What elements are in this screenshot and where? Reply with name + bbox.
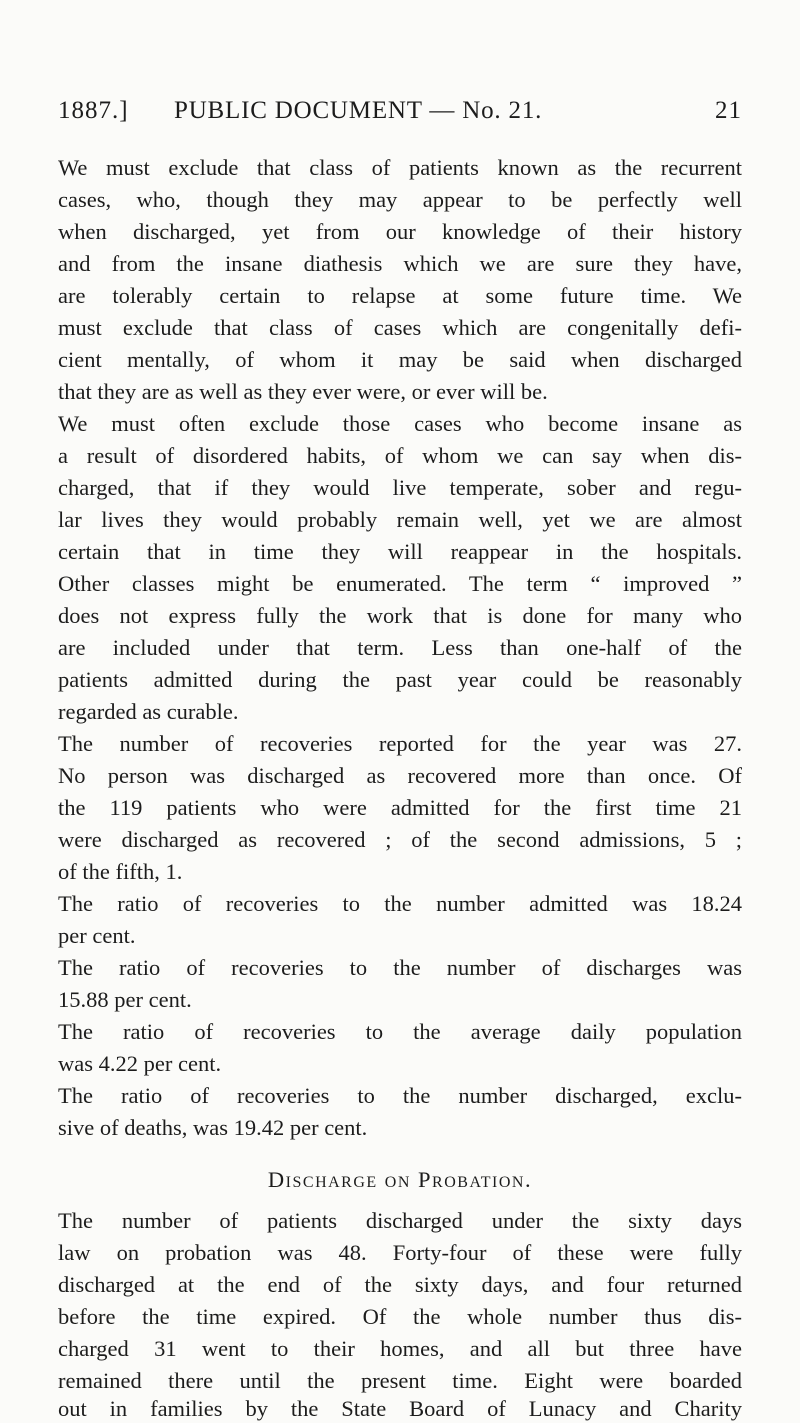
- text-line: The number of recoveries reported for the year was 27.: [58, 731, 742, 756]
- text-line: must exclude that class of cases which are congenitally defi-: [58, 315, 742, 340]
- text-line: The ratio of recoveries to the number discharged, exclu-: [58, 1083, 742, 1108]
- text-line: No person was discharged as recovered more than once. Of: [58, 763, 742, 788]
- text-line: that they are as well as they ever were, or ever will be.: [58, 379, 548, 404]
- text-line: discharged at the end of the sixty days, and four returned: [58, 1272, 742, 1297]
- text-line: charged 31 went to their homes, and all but three have: [58, 1336, 742, 1361]
- text-line: out in families by the State Board of Lunacy and Charity: [58, 1396, 742, 1421]
- text-line: cases, who, though they may appear to be perfectly well: [58, 187, 742, 212]
- text-line: The ratio of recoveries to the number admitted was 18.24: [58, 891, 742, 916]
- text-line: Other classes might be enumerated. The term “ improved ”: [58, 571, 742, 596]
- text-line: regarded as curable.: [58, 699, 239, 724]
- text-line: and from the insane diathesis which we are sure they have,: [58, 251, 742, 276]
- section-heading: Discharge on Probation.: [267, 1167, 533, 1192]
- text-line: law on probation was 48. Forty-four of these were fully: [58, 1240, 742, 1265]
- text-line: certain that in time they will reappear in the hospitals.: [58, 539, 742, 564]
- text-line: were discharged as recovered ; of the second admissions, 5 ;: [58, 827, 742, 852]
- text-line: the 119 patients who were admitted for the first time 21: [58, 795, 742, 820]
- text-line: The ratio of recoveries to the number of discharges was: [58, 955, 742, 980]
- text-line: per cent.: [58, 923, 136, 948]
- text-line: 15.88 per cent.: [58, 987, 192, 1012]
- text-line: charged, that if they would live temperate, sober and regu-: [58, 475, 742, 500]
- page-number: 21: [715, 97, 742, 124]
- text-line: a result of disordered habits, of whom we can say when dis-: [58, 443, 742, 468]
- text-line: We must often exclude those cases who become insane as: [58, 411, 742, 436]
- text-line: The number of patients discharged under the sixty days: [58, 1208, 742, 1233]
- text-line: sive of deaths, was 19.42 per cent.: [58, 1115, 368, 1140]
- text-line: cient mentally, of whom it may be said when discharged: [58, 347, 742, 372]
- header-year: 1887.]: [58, 97, 129, 124]
- text-line: are included under that term. Less than one-half of the: [58, 635, 742, 660]
- text-line: of the fifth, 1.: [58, 859, 183, 884]
- text-line: We must exclude that class of patients known as the recurrent: [58, 155, 742, 180]
- text-line: patients admitted during the past year could be reasonably: [58, 667, 742, 692]
- text-line: does not express fully the work that is done for many who: [58, 603, 742, 628]
- header-title: PUBLIC DOCUMENT — No. 21.: [174, 97, 543, 124]
- text-line: are tolerably certain to relapse at some future time. We: [58, 283, 742, 308]
- text-line: The ratio of recoveries to the average daily population: [58, 1019, 742, 1044]
- text-line: when discharged, yet from our knowledge of their history: [58, 219, 742, 244]
- text-line: before the time expired. Of the whole number thus dis-: [58, 1304, 742, 1329]
- text-line: lar lives they would probably remain well, yet we are almost: [58, 507, 742, 532]
- text-line: remained there until the present time. Eight were boarded: [58, 1368, 742, 1393]
- text-line: was 4.22 per cent.: [58, 1051, 222, 1076]
- running-header: [58, 97, 742, 131]
